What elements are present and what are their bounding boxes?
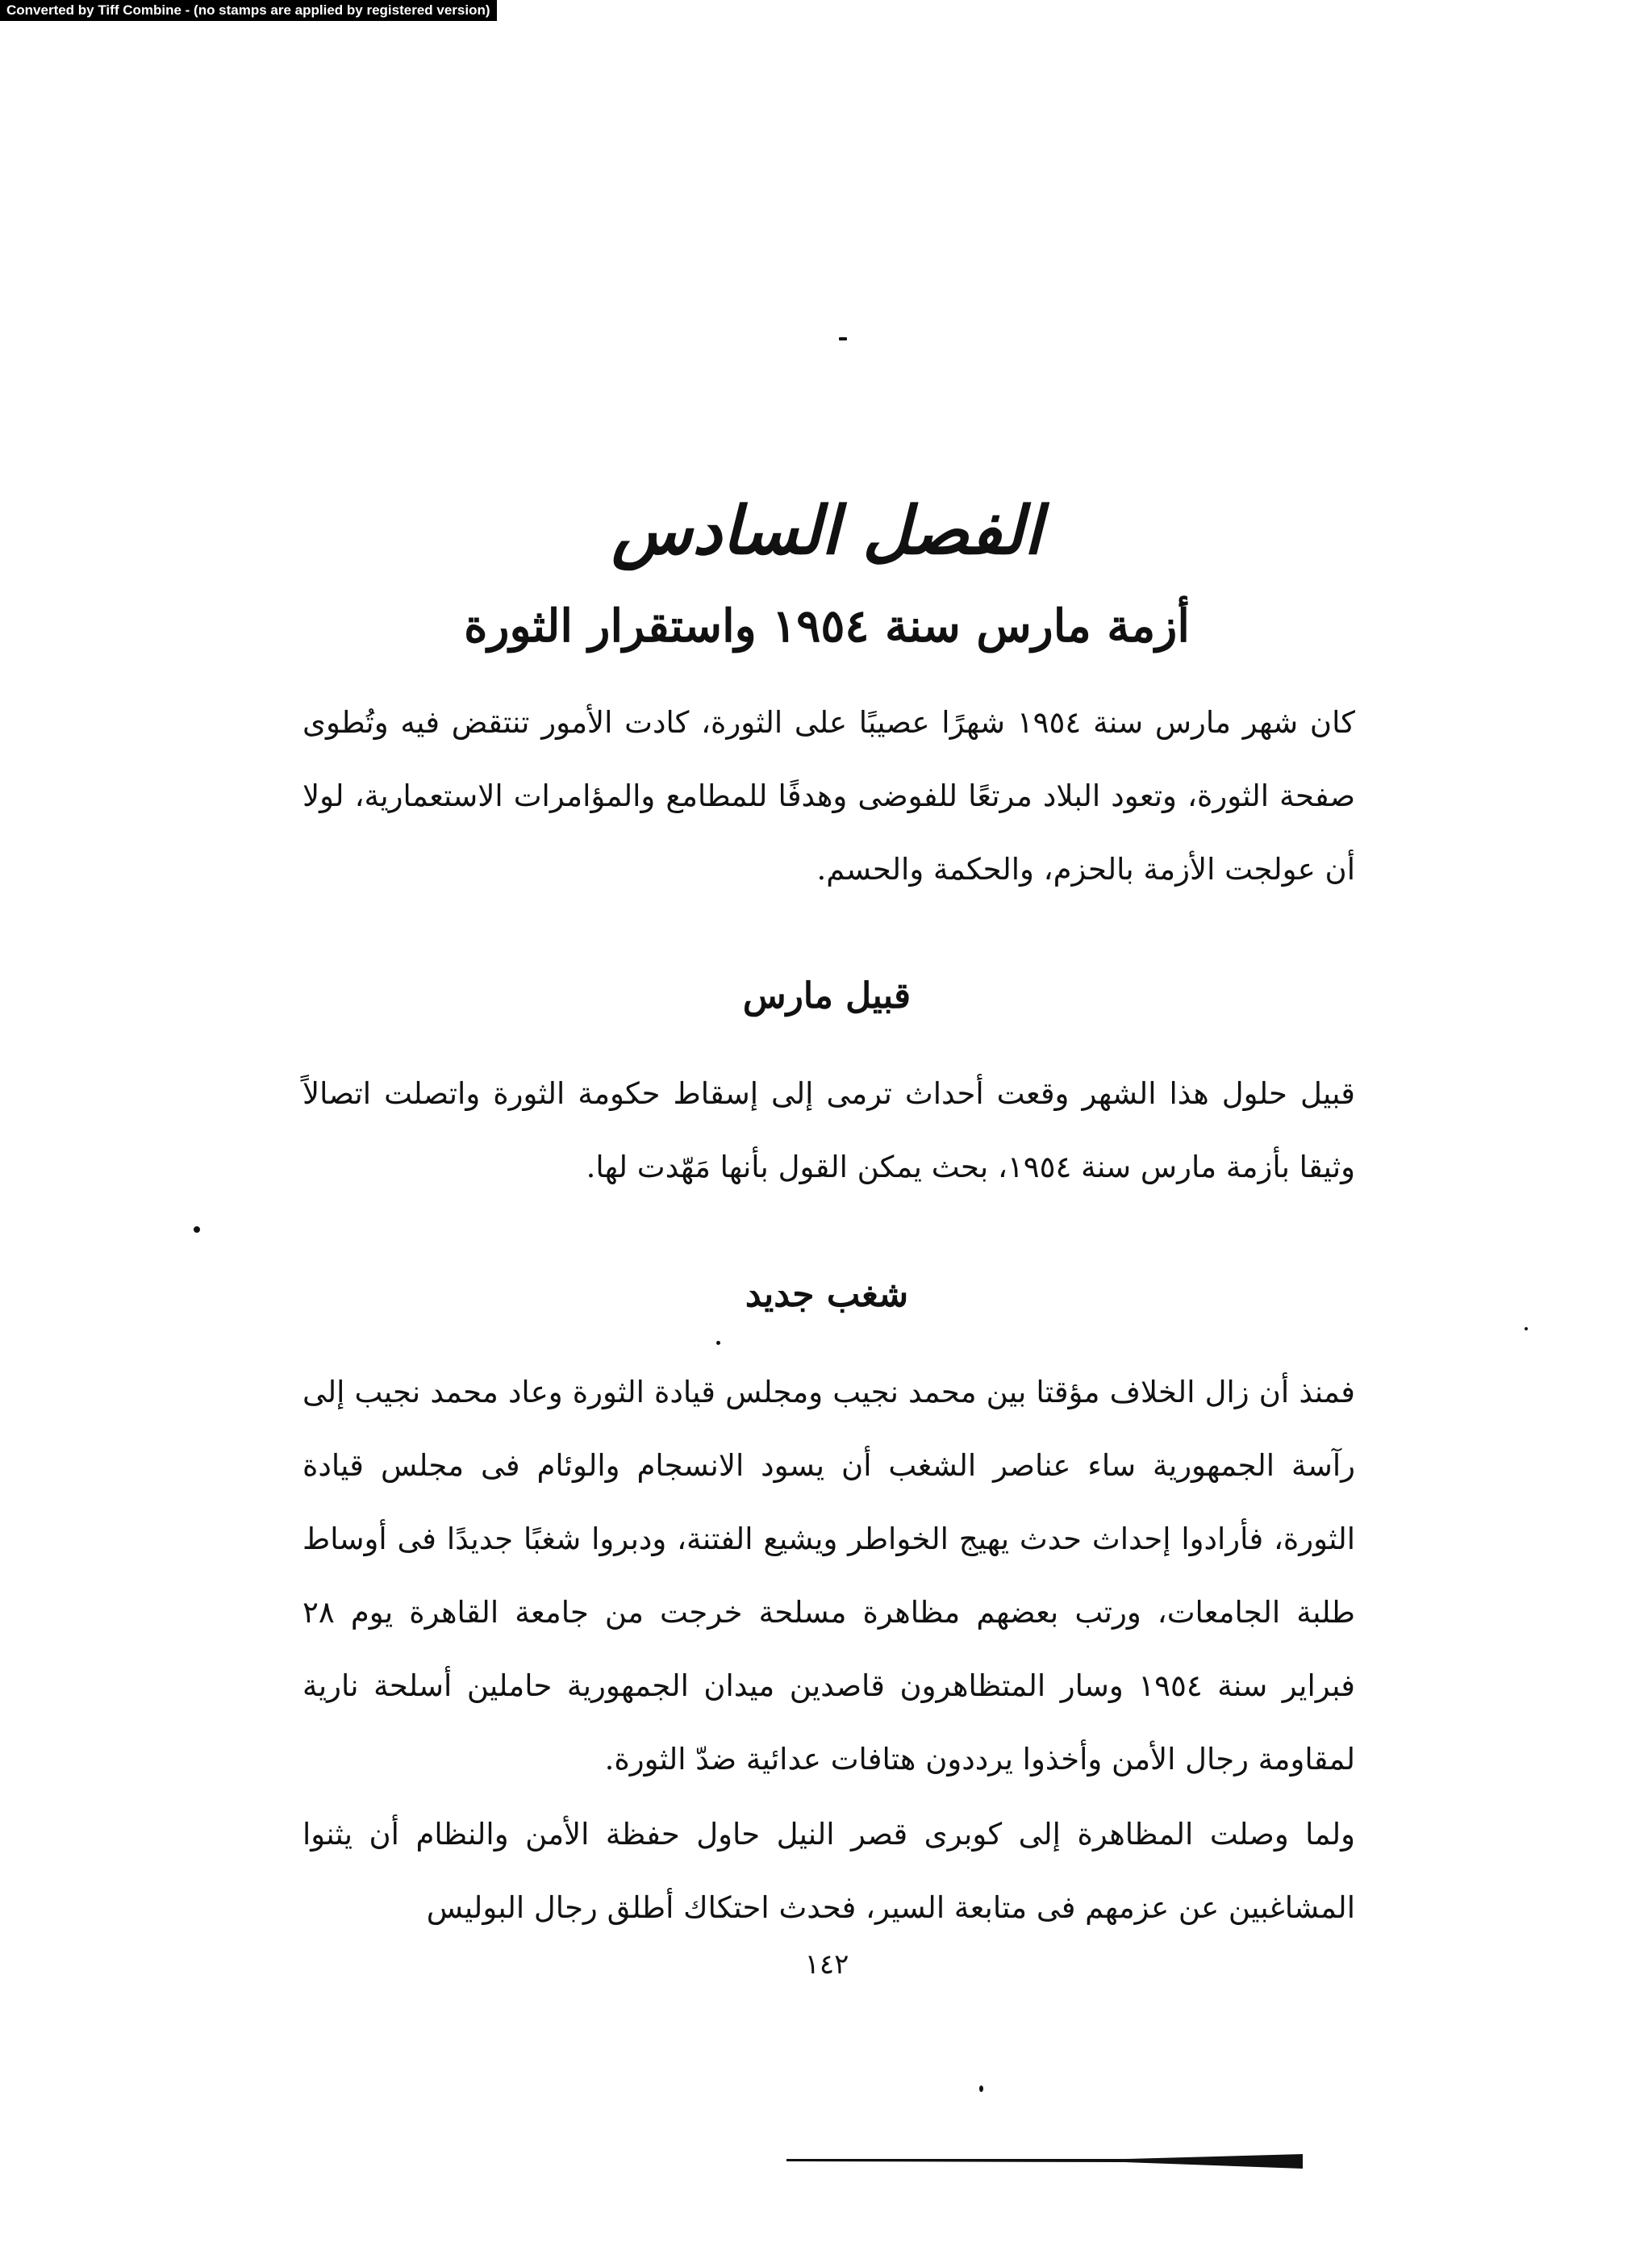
scan-speck xyxy=(194,1226,200,1233)
body-paragraph: فمنذ أن زال الخلاف مؤقتا بين محمد نجيب ومجلس قيادة الثورة وعاد محمد نجيب إلى رآسة الجمهورية ساء عناصر الشغب أن يسود الانسجام والوئام فى مجلس قيادة الثورة، فأرادوا إحداث حدث يهيج الخواطر ويشيع الفتنة، ودبروا شغبًا جديدًا فى أوساط طلبة الجامعات، ورتب بعضهم مظاهرة مسلحة خرجت من جامعة القاهرة يوم ٢٨ فبراير سنة ١٩٥٤ وسار المتظاهرون قاصدين ميدان الجمهورية حاملين أسلحة نارية لمقاومة رجال الأمن وأخذوا يرددون هتافات عدائية ضدّ الثورة. xyxy=(302,1375,1355,1777)
section-heading: قبيل مارس xyxy=(742,975,912,1017)
scan-speck xyxy=(839,337,847,340)
scan-speck xyxy=(979,2086,983,2092)
chapter-title: أزمة مارس سنة ١٩٥٤ واستقرار الثورة xyxy=(464,599,1190,653)
scan-speck xyxy=(716,1341,720,1345)
scan-edge-line xyxy=(786,2149,1303,2172)
converter-banner: Converted by Tiff Combine - (no stamps are applied by registered version) xyxy=(0,0,497,21)
intro-paragraph: كان شهر مارس سنة ١٩٥٤ شهرًا عصيبًا على الثورة، كادت الأمور تنتقض فيه وتُطوى صفحة الثورة، وتعود البلاد مرتعًا للفوضى وهدفًا للمطامع والمؤامرات الاستعمارية، لولا أن عولجت الأزمة بالحزم، والحكمة والحسم. xyxy=(302,705,1355,887)
chapter-label: الفصل السادس xyxy=(611,491,1042,570)
body-paragraph: ولما وصلت المظاهرة إلى كوبرى قصر النيل حاول حفظة الأمن والنظام أن يثنوا المشاغبين عن عزمهم فى متابعة السير، فحدث احتكاك أطلق رجال البوليس xyxy=(302,1817,1355,1925)
body-paragraph: قبيل حلول هذا الشهر وقعت أحداث ترمى إلى إسقاط حكومة الثورة واتصلت اتصالاً وثيقا بأزمة مارس سنة ١٩٥٤، بحث يمكن القول بأنها مَهّدت لها. xyxy=(302,1076,1355,1184)
page-number: ١٤٢ xyxy=(804,1948,849,1981)
section-heading: شغب جديد xyxy=(745,1274,909,1315)
scan-speck xyxy=(1525,1327,1528,1330)
